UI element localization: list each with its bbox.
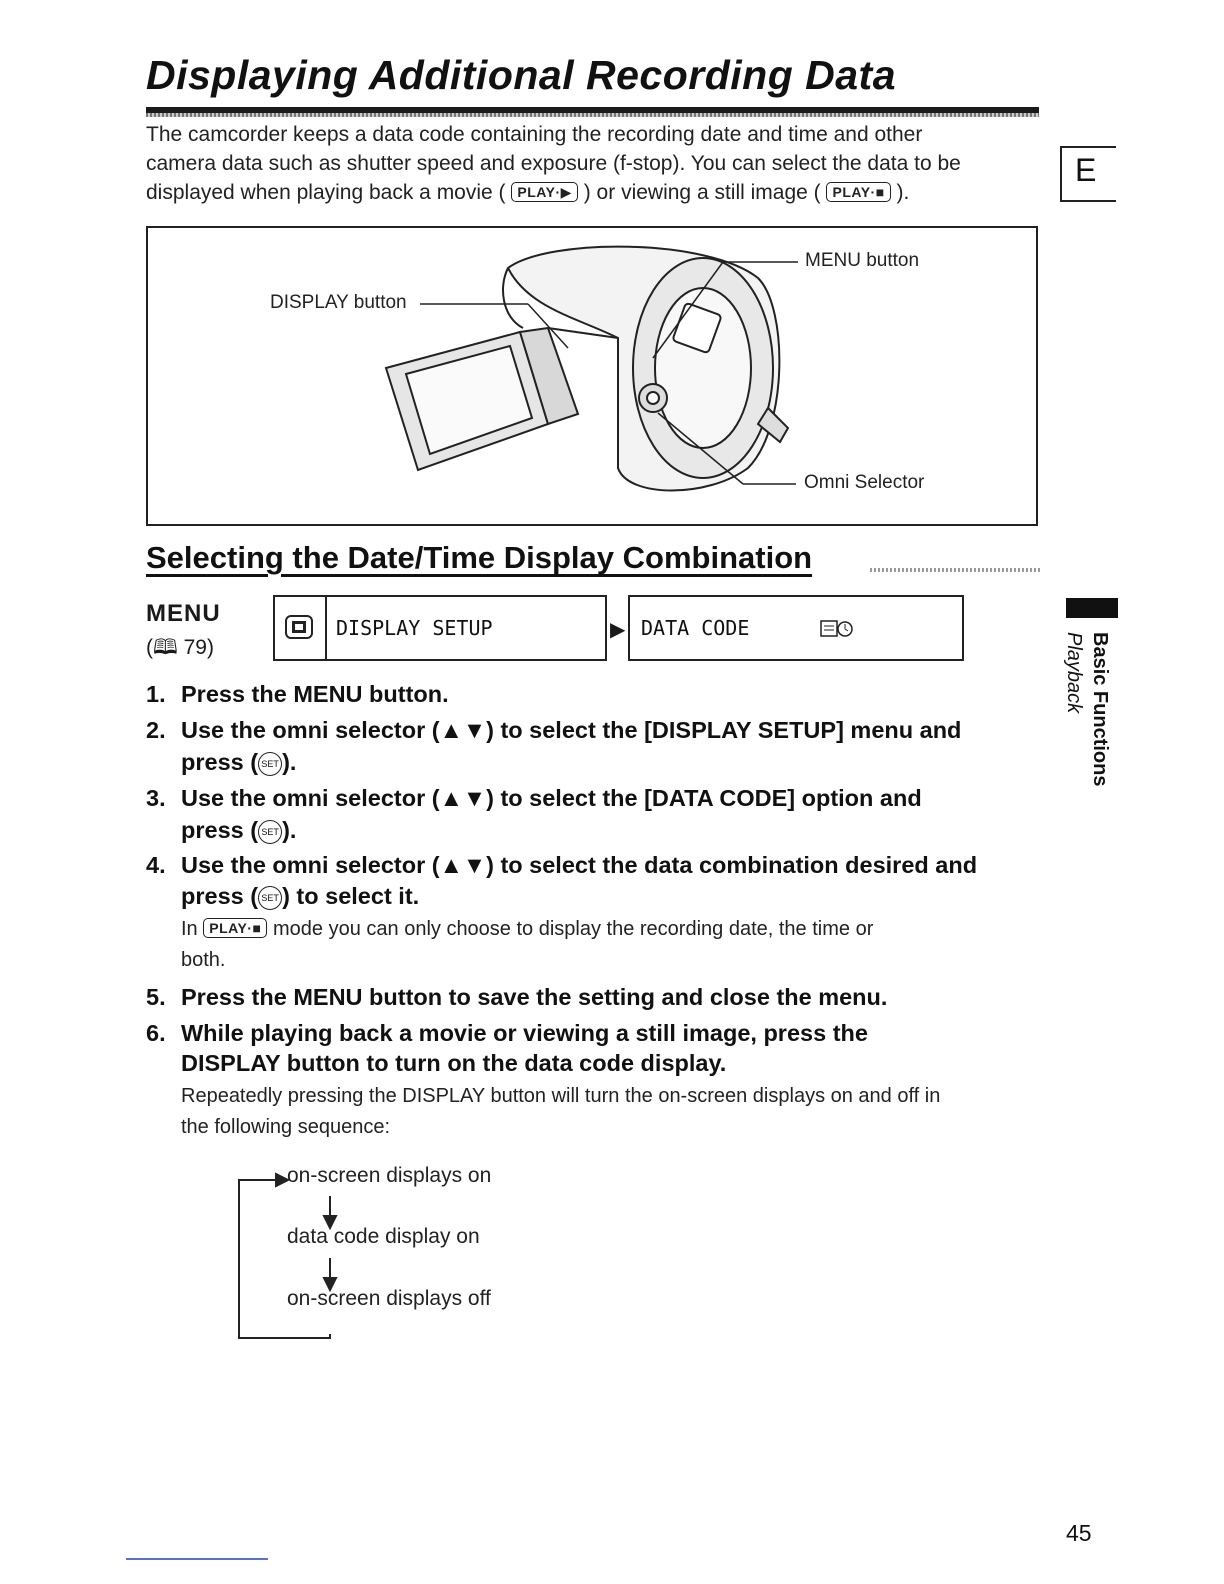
step-3-end: ). <box>282 817 297 843</box>
chapter-tab-basic-functions: Basic Functions <box>1089 632 1111 787</box>
step-2-line-2 <box>181 747 1061 778</box>
step-4-end: ) to select it. <box>282 883 420 909</box>
display-setup-icon <box>283 612 315 642</box>
intro-line-3c: ). <box>896 181 910 204</box>
data-code-icon <box>820 618 854 640</box>
camcorder-figure <box>146 226 1038 526</box>
step-3-line-1: Use the omni selector (▲▼) to select the [DATA CODE] option and <box>181 785 922 811</box>
chapter-tab-playback: Playback <box>1063 632 1085 714</box>
movie-icon: ▶ <box>560 184 572 200</box>
set-icon: SET <box>258 886 282 910</box>
play-still-badge <box>203 918 267 938</box>
play-movie-badge-label: PLAY· <box>517 184 561 200</box>
step-1-number: 1. <box>146 681 166 707</box>
step-2-press: press ( <box>181 749 259 775</box>
sequence-step-3: on-screen displays off <box>287 1287 491 1310</box>
sequence-loop-diagram <box>236 1168 346 1340</box>
menu-arrow-icon: ▶ <box>610 619 626 641</box>
footer-rule <box>126 1558 268 1560</box>
step-1-text: Press the MENU button. <box>181 681 449 707</box>
section-heading: Selecting the Date/Time Display Combination <box>146 540 813 575</box>
step-4-press: press ( <box>181 883 259 909</box>
camera-icon: ■ <box>252 920 262 936</box>
step-6-number: 6. <box>146 1020 166 1046</box>
play-still-badge-label: PLAY· <box>832 184 876 200</box>
camera-icon: ■ <box>875 184 885 200</box>
step-3-press: press ( <box>181 817 259 843</box>
step-3-number: 3. <box>146 785 166 811</box>
step-4-note-text: mode you can only choose to display the recording date, the time or <box>273 918 874 940</box>
display-setup-label: DISPLAY SETUP <box>336 616 493 640</box>
page-number: 45 <box>1066 1520 1092 1546</box>
display-setup-separator <box>325 595 327 661</box>
intro-line-1: The camcorder keeps a data code containing the recording date and time and other <box>146 123 923 146</box>
menu-button-callout: MENU button <box>805 250 920 271</box>
page-title: Displaying Additional Recording Data <box>146 52 896 98</box>
step-4-note-in: In <box>181 918 198 940</box>
display-button-callout: DISPLAY button <box>270 292 407 313</box>
step-3-line-2 <box>181 815 1061 846</box>
intro-line-3 <box>146 178 1046 207</box>
language-tab-label: E <box>1075 152 1097 188</box>
step-2-line-1: Use the omni selector (▲▼) to select the [DISPLAY SETUP] menu and <box>181 717 962 743</box>
intro-line-3b: ) or viewing a still image ( <box>583 181 821 204</box>
step-4-line-2 <box>181 881 1061 912</box>
step-4-line-1: Use the omni selector (▲▼) to select the data combination desired and <box>181 852 978 878</box>
play-still-badge <box>826 182 890 202</box>
step-5-number: 5. <box>146 984 166 1010</box>
set-icon: SET <box>258 752 282 776</box>
menu-page-ref: (🕮 79) <box>146 636 214 659</box>
step-4-note-line-1 <box>181 914 1051 945</box>
intro-line-3a: displayed when playing back a movie ( <box>146 181 506 204</box>
play-movie-badge <box>511 182 578 202</box>
step-2-end: ). <box>282 749 297 775</box>
step-6-note-line-2: the following sequence: <box>181 1116 391 1138</box>
step-6-line-1: While playing back a movie or viewing a still image, press the <box>181 1020 868 1046</box>
step-4-note-line-2: both. <box>181 949 226 971</box>
title-rule-shade <box>146 113 1039 117</box>
intro-line-2: camera data such as shutter speed and exposure (f-stop). You can select the data to be <box>146 152 961 175</box>
step-6-note-line-1: Repeatedly pressing the DISPLAY button will turn the on-screen displays on and off in <box>181 1085 941 1107</box>
step-4-number: 4. <box>146 852 166 878</box>
play-still-badge-label: PLAY· <box>209 920 253 936</box>
omni-selector-callout: Omni Selector <box>804 472 925 493</box>
chapter-tab-bar <box>1066 598 1118 618</box>
sequence-step-1: on-screen displays on <box>287 1164 492 1187</box>
menu-label: MENU <box>146 600 221 627</box>
step-2-number: 2. <box>146 717 166 743</box>
step-5-text: Press the MENU button to save the setting and close the menu. <box>181 984 888 1010</box>
section-heading-rule <box>870 568 1040 572</box>
sequence-step-2: data code display on <box>287 1225 480 1248</box>
step-6-line-2: DISPLAY button to turn on the data code display. <box>181 1050 727 1076</box>
set-icon: SET <box>258 820 282 844</box>
data-code-label: DATA CODE <box>641 616 750 640</box>
